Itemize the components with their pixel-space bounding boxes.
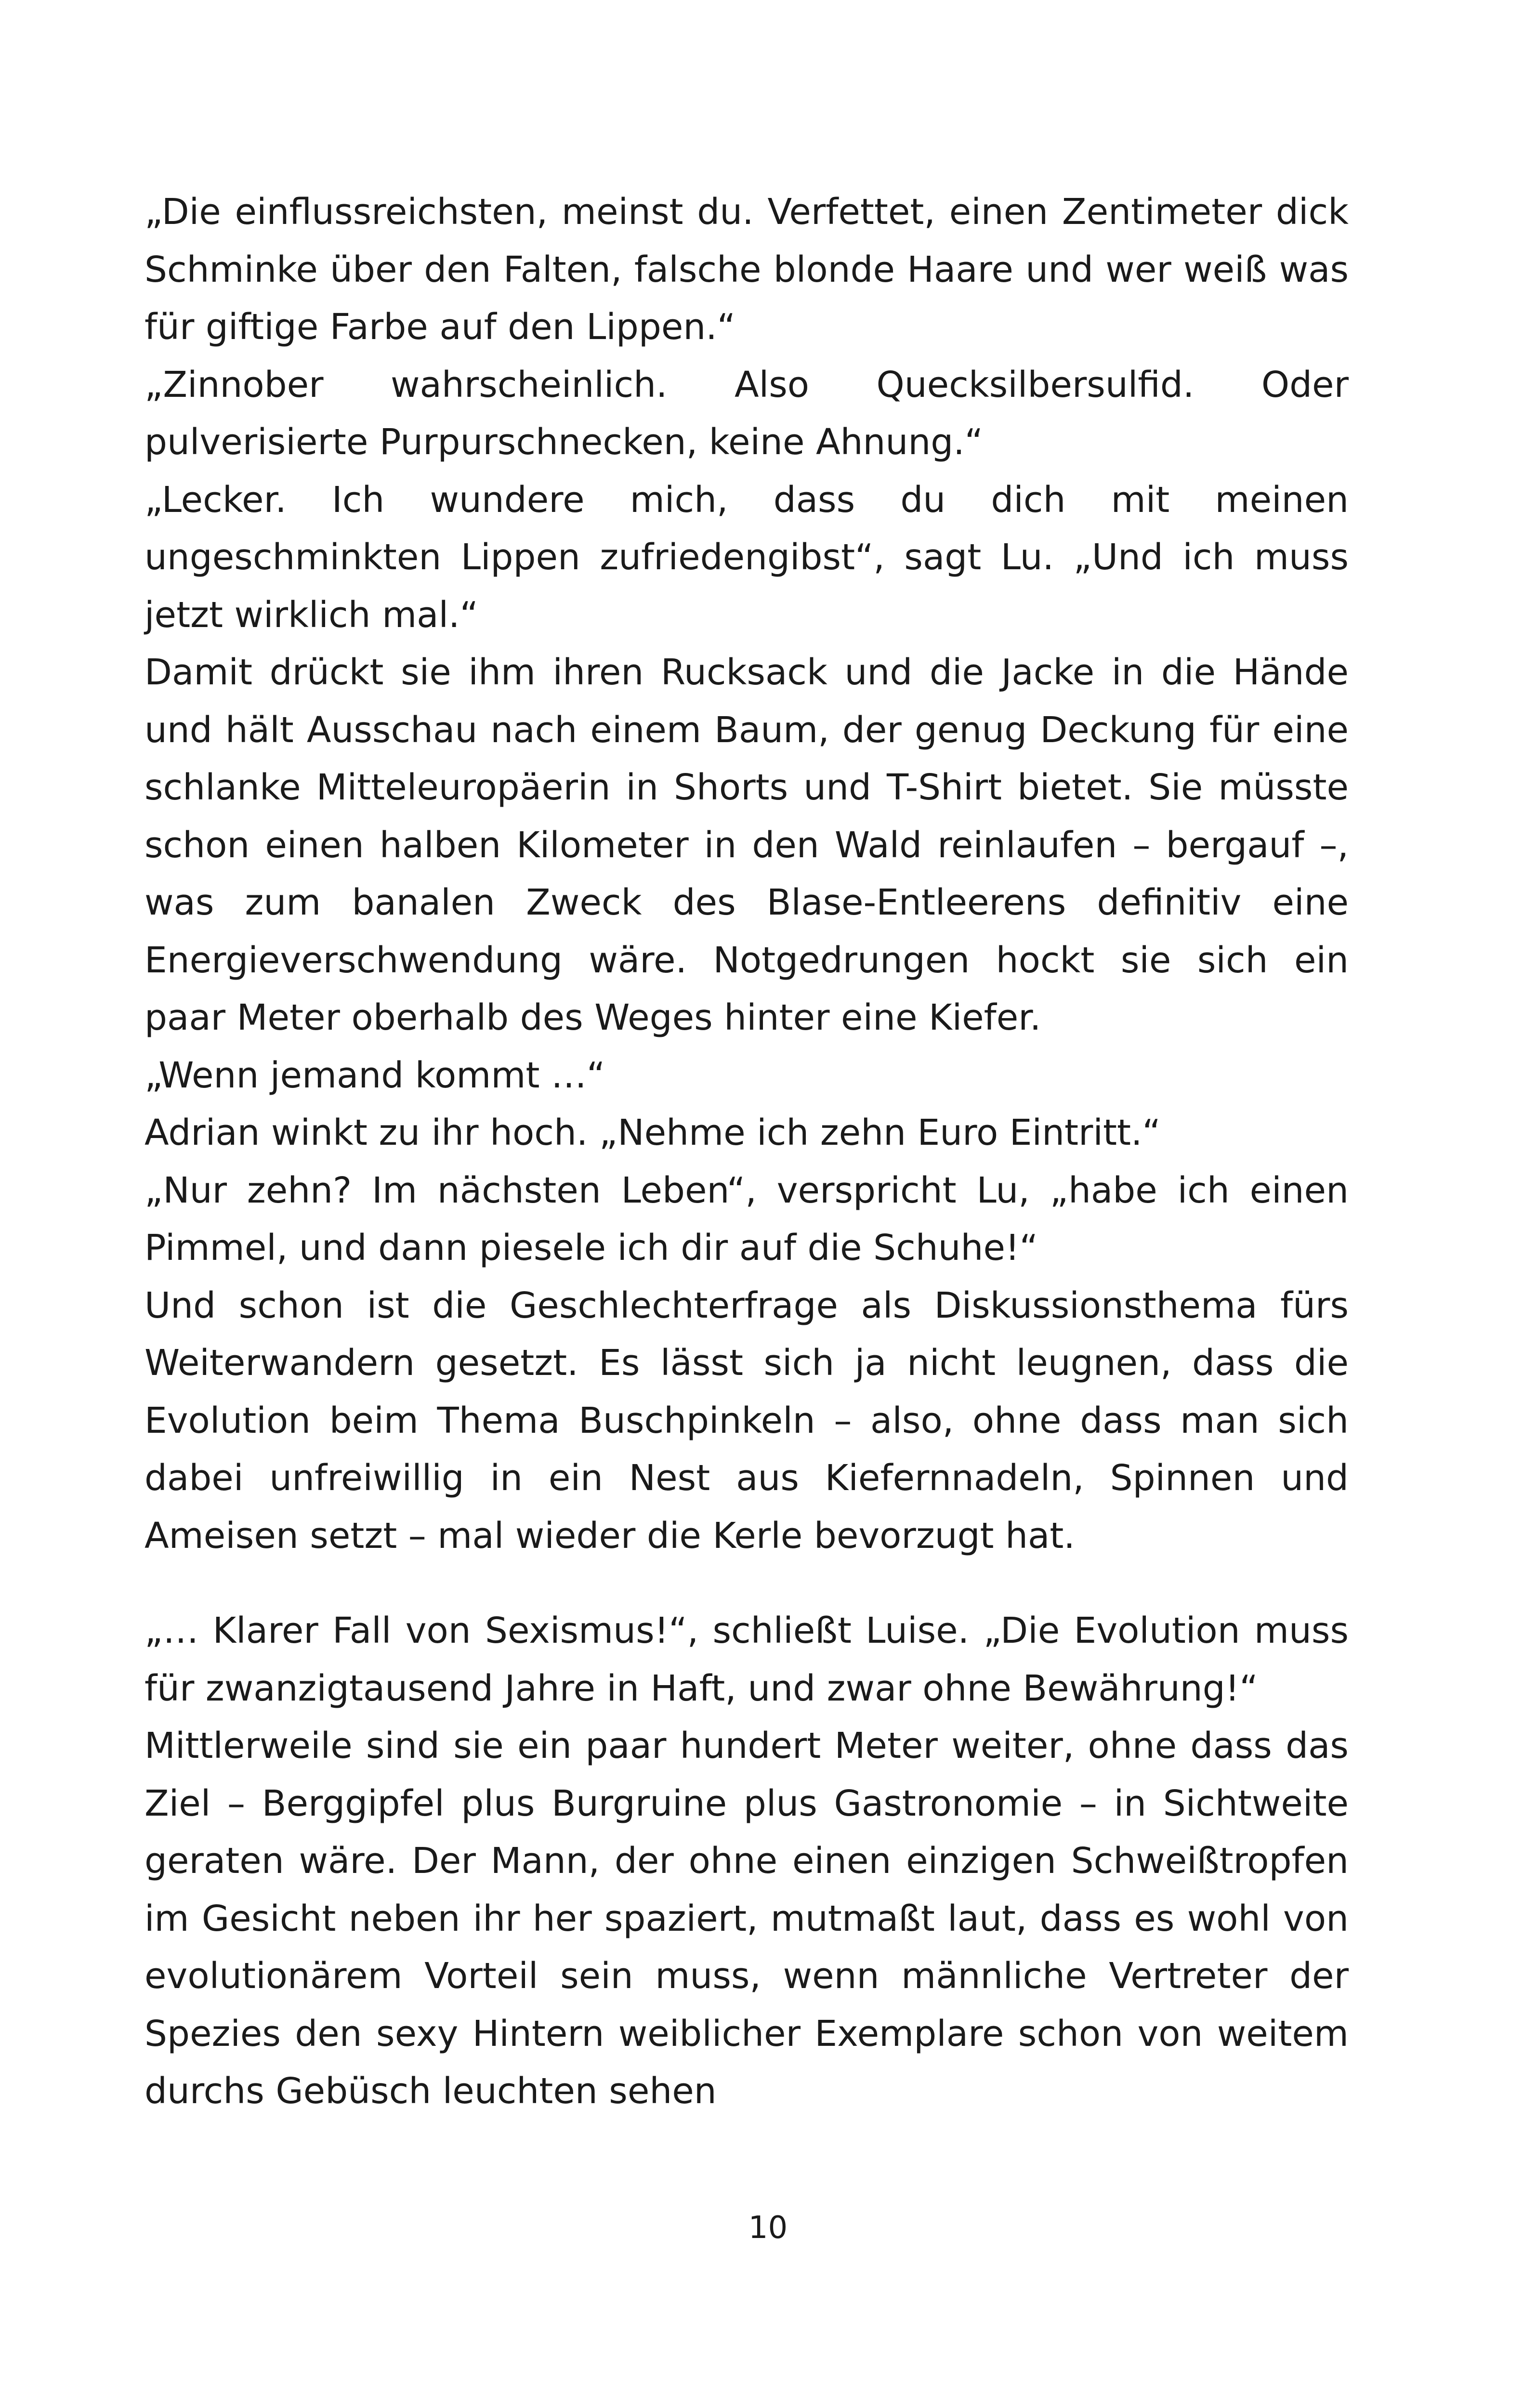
page-number: 10 xyxy=(748,2210,788,2246)
paragraph: „… Klarer Fall von Sexismus!“, schließt Luise. „Die Evolution muss für zwanzigtausend Jahre in Haft, und zwar ohne Bewährung!“ xyxy=(144,1610,1349,1709)
paragraph: Und schon ist die Geschlechterfrage als Diskussionsthema fürs Weiterwandern gesetzt. Es lässt sich ja nicht leugnen, dass die Evolution beim Thema Buschpinkeln – also, ohne dass man sich dabei unfreiwillig in ein Nest aus Kiefernnadeln, Spinnen und Ameisen setzt – mal wieder die Kerle bevorzugt hat. xyxy=(144,1284,1349,1557)
paragraph: Damit drückt sie ihm ihren Rucksack und die Jacke in die Hände und hält Ausschau nach einem Baum, der genug Deckung für eine schlanke Mitteleuropäerin in Shorts und T-Shirt bietet. Sie müsste schon einen halben Kilometer in den Wald reinlaufen – bergauf –, was zum banalen Zweck des Blase-Entleerens definitiv eine Energieverschwendung wäre. Notgedrungen hockt sie sich ein paar Meter oberhalb des Weges hinter eine Kiefer. xyxy=(144,652,1349,1038)
text-section-2 xyxy=(144,1602,1349,2120)
paragraph: Adrian winkt zu ihr hoch. „Nehme ich zehn Euro Eintritt.“ xyxy=(144,1112,1161,1153)
text-section-1 xyxy=(144,183,1349,1565)
paragraph: Mittlerweile sind sie ein paar hundert Meter weiter, ohne dass das Ziel – Berggipfel plus Burgruine plus Gastronomie – in Sichtweite geraten wäre. Der Mann, der ohne einen einzigen Schweißtropfen im Gesicht neben ihr her spaziert, mutmaßt laut, dass es wohl von evolutionärem Vorteil sein muss, wenn männliche Vertreter der Spezies den sexy Hintern weiblicher Exemplare schon von weitem durchs Gebüsch leuchten sehen xyxy=(144,1725,1349,2112)
paragraph: „Lecker. Ich wundere mich, dass du dich mit meinen ungeschminkten Lippen zufriedengibst“, sagt Lu. „Und ich muss jetzt wirklich mal.“ xyxy=(144,479,1349,636)
paragraph: „Nur zehn? Im nächsten Leben“, verspricht Lu, „habe ich einen Pimmel, und dann piesele ich dir auf die Schuhe!“ xyxy=(144,1169,1349,1269)
paragraph: „Wenn jemand kommt …“ xyxy=(144,1054,605,1096)
paragraph: „Die einflussreichsten, meinst du. Verfettet, einen Zentimeter dick Schminke über den Falten, falsche blonde Haare und wer weiß was für giftige Farbe auf den Lippen.“ xyxy=(144,191,1349,348)
paragraph: „Zinnober wahrscheinlich. Also Quecksilbersulfid. Oder pulverisierte Purpurschnecken, keine Ahnung.“ xyxy=(144,364,1349,463)
